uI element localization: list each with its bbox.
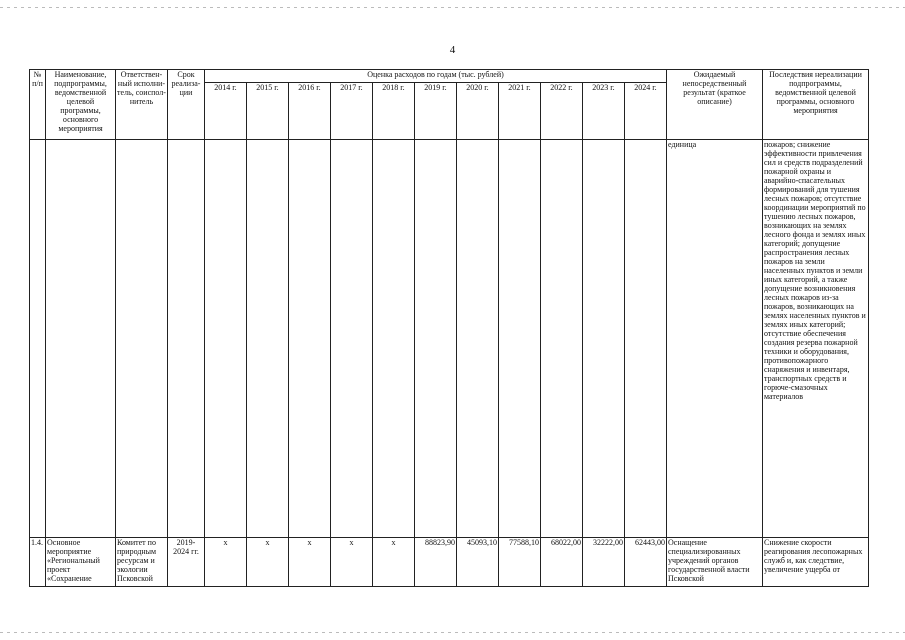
- header-responsible: Ответствен-ный исполни-тель, соиспол-нитель: [116, 70, 168, 140]
- year-2021: 2021 г.: [499, 83, 541, 140]
- expenses-table: [29, 69, 869, 587]
- header-num: № п/п: [30, 70, 46, 140]
- header-term: Срок реализа-ции: [168, 70, 205, 140]
- value-2020: 45093,10: [457, 538, 499, 587]
- header-costs-group: Оценка расходов по годам (тыс. рублей): [205, 70, 667, 83]
- value-2018: x: [373, 538, 415, 587]
- value-2014: x: [205, 538, 247, 587]
- year-2019: 2019 г.: [415, 83, 457, 140]
- continuation-consequences: пожаров; снижение эффективности привлечения сил и средств подразделений пожарной охраны и аварийно-спасательных формирований для тушения лесных пожаров; отсутствие координации мероприятий по тушению лесных пожаров, возникающих на землях лесного фонда и землях иных категорий; допущение распространения лесных пожаров на земли населенных пунктов и земли иных категорий, а также допущение возникновения лесных пожаров из-за пожаров, возникающих на землях населенных пунктов и землях иных категорий; отсутствие обеспечения создания резерва пожарной техники и оборудования, противопожарного снаряжения и инвентаря, транспортных средств и горюче-смазочных материалов: [763, 140, 869, 538]
- continuation-expected: единица: [667, 140, 763, 538]
- year-2015: 2015 г.: [247, 83, 289, 140]
- year-2022: 2022 г.: [541, 83, 583, 140]
- table-row-continuation: [30, 140, 869, 538]
- scan-edge-bottom: [0, 632, 905, 633]
- value-2019: 88823,90: [415, 538, 457, 587]
- value-2023: 32222,00: [583, 538, 625, 587]
- value-2015: x: [247, 538, 289, 587]
- year-2014: 2014 г.: [205, 83, 247, 140]
- year-2018: 2018 г.: [373, 83, 415, 140]
- value-2017: x: [331, 538, 373, 587]
- row-name: Основное мероприятие «Региональный проект «Сохранение: [46, 538, 116, 587]
- year-2020: 2020 г.: [457, 83, 499, 140]
- year-2024: 2024 г.: [625, 83, 667, 140]
- row-expected: Оснащение специализированных учреждений органов государственной власти Псковской: [667, 538, 763, 587]
- value-2024: 62443,00: [625, 538, 667, 587]
- page-number: 4: [449, 44, 456, 56]
- year-2016: 2016 г.: [289, 83, 331, 140]
- row-responsible: Комитет по природным ресурсам и экологии Псковской: [116, 538, 168, 587]
- row-consequences: Снижение скорости реагирования лесопожарных служб и, как следствие, увеличение ущерба от: [763, 538, 869, 587]
- row-term: 2019-2024 гг.: [168, 538, 205, 587]
- header-consequences: Последствия нереализации подпрограммы, ведомственной целевой программы, основного мероприятия: [763, 70, 869, 140]
- header-name: Наименование, подпрограммы, ведомственной целевой программы, основного мероприятия: [46, 70, 116, 140]
- table-row-1-4: [30, 538, 869, 587]
- value-2016: x: [289, 538, 331, 587]
- year-2017: 2017 г.: [331, 83, 373, 140]
- header-expected: Ожидаемый непосредственный результат (краткое описание): [667, 70, 763, 140]
- year-2023: 2023 г.: [583, 83, 625, 140]
- value-2021: 77588,10: [499, 538, 541, 587]
- scan-edge-top: [0, 7, 905, 8]
- value-2022: 68022,00: [541, 538, 583, 587]
- row-num: 1.4.: [30, 538, 46, 587]
